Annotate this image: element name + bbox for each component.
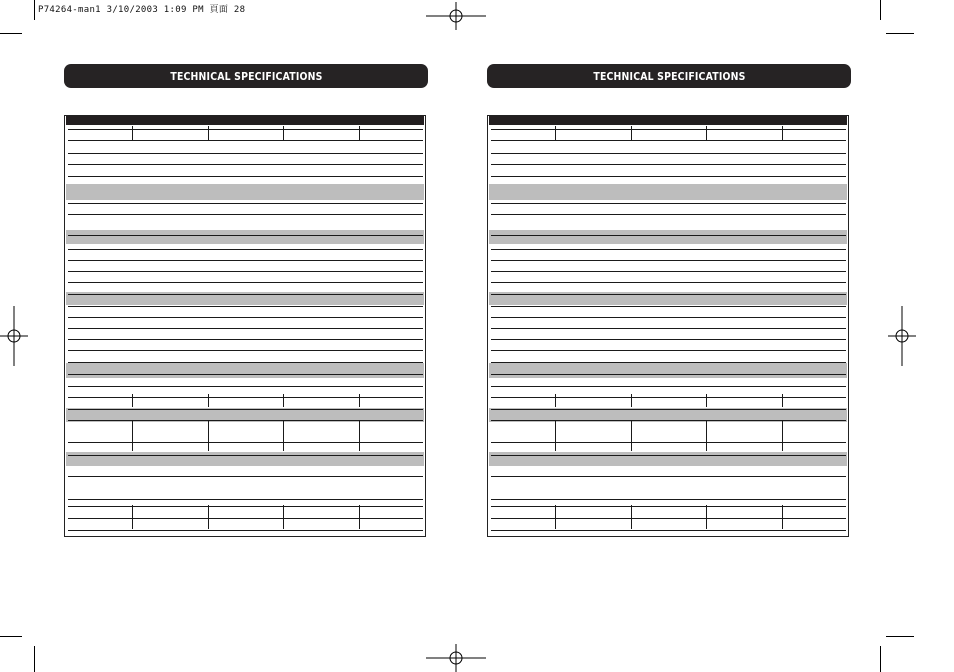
table-rule — [68, 153, 423, 154]
crop-mark-bottom-right — [880, 646, 881, 672]
table-rule — [491, 317, 846, 318]
table-column-rule — [706, 126, 707, 141]
table-rule — [68, 271, 423, 272]
table-rule — [68, 203, 423, 204]
table-rule — [491, 235, 846, 236]
table-column-rule — [782, 126, 783, 141]
table-column-rule — [283, 421, 284, 451]
table-rule — [68, 306, 423, 307]
table-rule — [491, 271, 846, 272]
table-rule — [68, 420, 423, 421]
crop-mark-bottom-left-horizontal — [0, 636, 22, 637]
table-rule — [491, 420, 846, 421]
table-header-bar — [66, 116, 424, 125]
table-column-rule — [132, 394, 133, 407]
table-rule — [491, 129, 846, 130]
table-column-rule — [631, 126, 632, 141]
table-rule — [491, 506, 846, 507]
table-rule — [491, 397, 846, 398]
table-rule — [491, 455, 846, 456]
table-rule — [491, 214, 846, 215]
table-rule — [68, 374, 423, 375]
section-band — [66, 184, 424, 200]
table-rule — [68, 249, 423, 250]
table-rule — [68, 317, 423, 318]
section-band — [489, 230, 847, 244]
print-slug-line: P74264-man1 3/10/2003 1:09 PM 頁面 28 — [38, 5, 246, 15]
table-column-rule — [359, 421, 360, 451]
table-rule — [491, 260, 846, 261]
table-rule — [491, 518, 846, 519]
table-rule — [491, 386, 846, 387]
page-left — [64, 64, 428, 88]
table-rule — [491, 374, 846, 375]
table-rule — [68, 176, 423, 177]
table-rule — [68, 409, 423, 410]
table-rule — [68, 140, 423, 141]
table-rule — [491, 339, 846, 340]
table-rule — [491, 409, 846, 410]
table-rule — [68, 294, 423, 295]
table-rule — [68, 129, 423, 130]
crop-mark-top-right — [880, 0, 881, 20]
table-rule — [68, 214, 423, 215]
table-rule — [68, 328, 423, 329]
table-column-rule — [132, 421, 133, 451]
table-rule — [491, 294, 846, 295]
section-band — [66, 230, 424, 244]
table-column-rule — [555, 126, 556, 141]
section-band — [489, 363, 847, 378]
table-rule — [68, 164, 423, 165]
table-column-rule — [555, 505, 556, 529]
table-column-rule — [208, 421, 209, 451]
registration-mark-left-icon — [0, 306, 28, 366]
table-column-rule — [283, 505, 284, 529]
table-rule — [491, 442, 846, 443]
table-rule — [491, 306, 846, 307]
crop-mark-top-left — [34, 0, 35, 20]
table-rule — [491, 328, 846, 329]
registration-mark-bottom-icon — [426, 644, 486, 672]
table-rule — [68, 476, 423, 477]
table-column-rule — [631, 505, 632, 529]
table-rule — [68, 282, 423, 283]
section-heading: TECHNICAL SPECIFICATIONS — [169, 69, 323, 83]
table-column-rule — [359, 505, 360, 529]
table-column-rule — [706, 505, 707, 529]
table-column-rule — [631, 394, 632, 407]
table-rule — [68, 339, 423, 340]
table-column-rule — [782, 394, 783, 407]
table-rule — [68, 260, 423, 261]
table-column-rule — [283, 126, 284, 141]
table-rule — [491, 530, 846, 531]
table-column-rule — [132, 126, 133, 141]
table-rule — [491, 176, 846, 177]
table-rule — [68, 506, 423, 507]
table-column-rule — [208, 126, 209, 141]
section-band — [489, 184, 847, 200]
table-column-rule — [555, 394, 556, 407]
table-header-bar — [489, 116, 847, 125]
table-column-rule — [706, 421, 707, 451]
table-rule — [491, 350, 846, 351]
registration-mark-right-icon — [888, 306, 916, 366]
table-column-rule — [782, 505, 783, 529]
table-column-rule — [283, 394, 284, 407]
section-heading-bar — [487, 64, 851, 88]
table-rule — [491, 249, 846, 250]
table-column-rule — [208, 505, 209, 529]
table-rule — [68, 386, 423, 387]
table-rule — [68, 350, 423, 351]
table-rule — [68, 530, 423, 531]
table-column-rule — [631, 421, 632, 451]
table-column-rule — [359, 126, 360, 141]
section-band — [66, 363, 424, 378]
table-rule — [491, 282, 846, 283]
table-rule — [491, 362, 846, 363]
crop-mark-top-right-horizontal — [886, 33, 914, 34]
table-rule — [68, 499, 423, 500]
table-rule — [68, 455, 423, 456]
table-column-rule — [208, 394, 209, 407]
table-rule — [491, 153, 846, 154]
crop-mark-bottom-right-horizontal — [886, 636, 914, 637]
table-column-rule — [132, 505, 133, 529]
table-rule — [491, 164, 846, 165]
page-right — [487, 64, 851, 88]
table-rule — [68, 518, 423, 519]
table-rule — [491, 203, 846, 204]
spec-table — [487, 115, 849, 537]
crop-mark-bottom-left — [34, 646, 35, 672]
table-rule — [68, 362, 423, 363]
section-heading: TECHNICAL SPECIFICATIONS — [592, 69, 746, 83]
table-rule — [491, 476, 846, 477]
table-column-rule — [706, 394, 707, 407]
table-column-rule — [359, 394, 360, 407]
section-heading-bar — [64, 64, 428, 88]
registration-mark-top-icon — [426, 2, 486, 30]
table-rule — [491, 499, 846, 500]
crop-mark-top-left-horizontal — [0, 33, 22, 34]
table-rule — [68, 442, 423, 443]
table-rule — [68, 397, 423, 398]
table-column-rule — [555, 421, 556, 451]
table-column-rule — [782, 421, 783, 451]
spec-table — [64, 115, 426, 537]
table-rule — [491, 140, 846, 141]
table-rule — [68, 235, 423, 236]
